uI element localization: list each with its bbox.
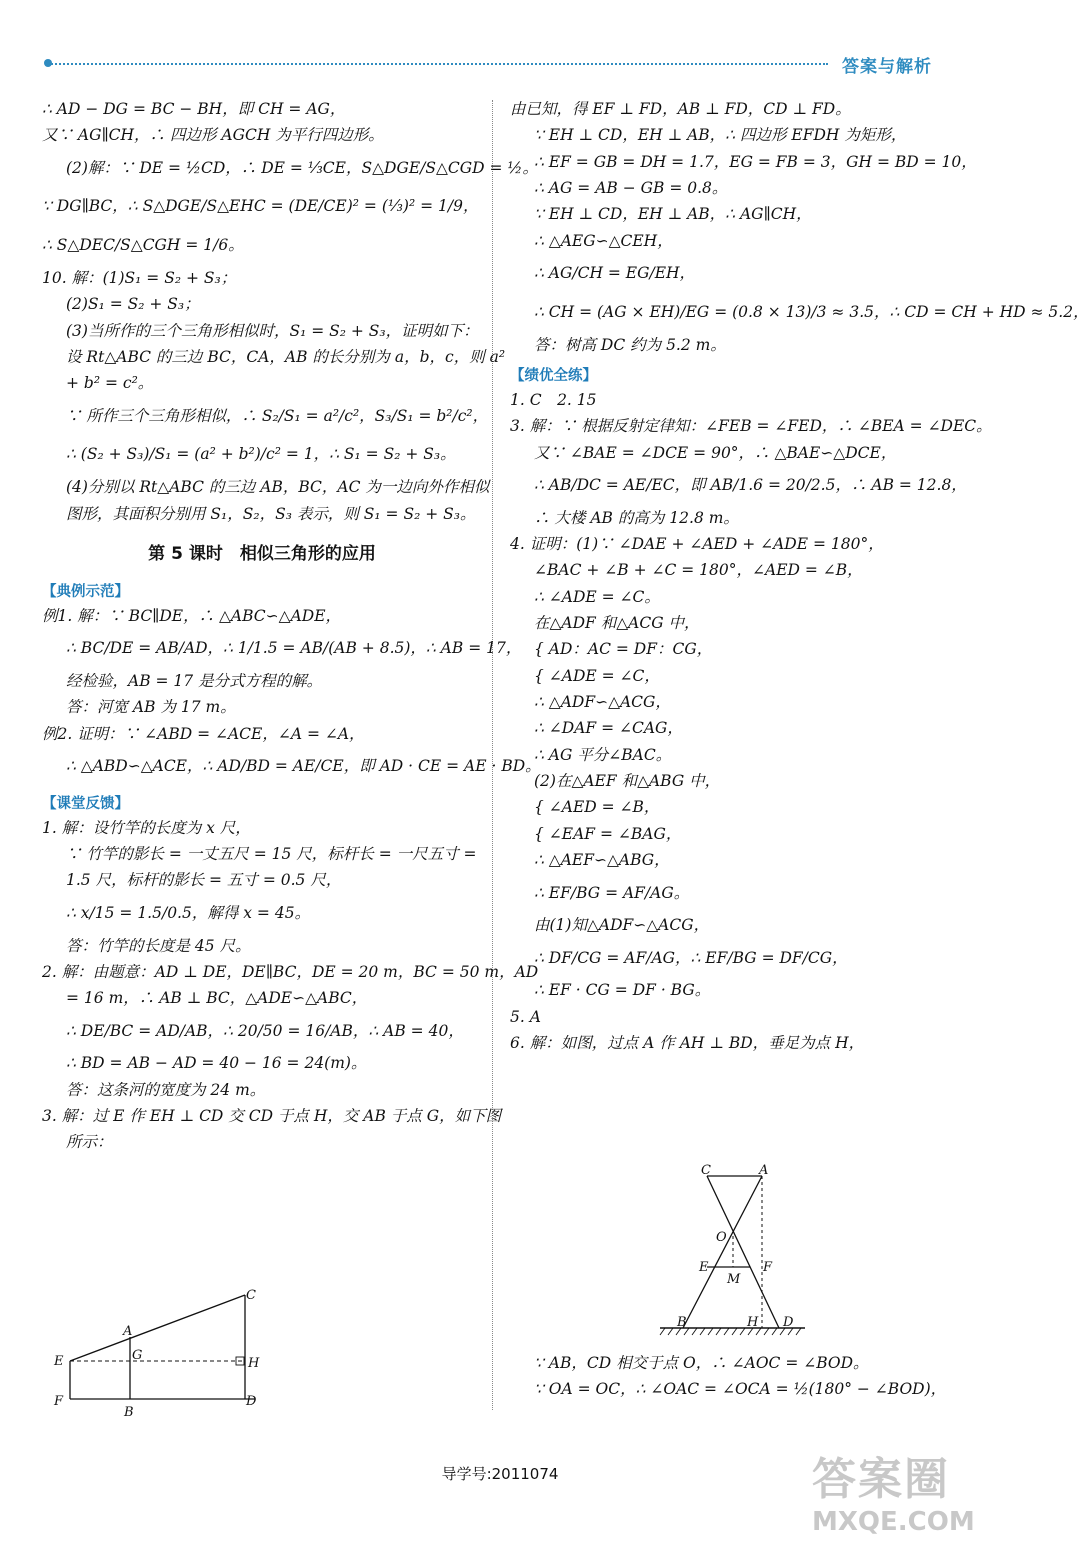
text-line: ∵ DG∥BC，∴ S△DGE/S△EHC = (DE/CE)² = (⅓)² = 1/9， <box>42 197 479 216</box>
excellent-block <box>510 387 992 1056</box>
text-line: (4)分别以 Rt△ABC 的三边 AB，BC，AC 为一边向外作相似 <box>66 478 490 497</box>
text-line: ∴ △ABD∽△ACE，∴ AD/BD = AE/CE，即 AD · CE = AE · BD。 <box>66 756 541 775</box>
fig2-label-F: F <box>763 1260 773 1275</box>
text-line: (2)S₁ = S₂ + S₃； <box>66 295 200 314</box>
text-line: 例1. 解：∵ BC∥DE，∴ △ABC∽△ADE， <box>42 606 342 625</box>
text-line: 答：竹竿的长度是 45 尺。 <box>66 936 251 955</box>
text-line: ∵ AB，CD 相交于点 O，∴ ∠AOC = ∠BOD。 <box>534 1354 869 1372</box>
text-line: ∠BAC + ∠B + ∠C = 180°，∠AED = ∠B， <box>534 561 863 580</box>
text-line: (2)解：∵ DE = ½CD，∴ DE = ⅓CE，S△DGE/S△CGD = ½。 <box>66 158 538 177</box>
section-feedback-label: 【课堂反馈】 <box>42 795 129 812</box>
fig1-label-E: E <box>54 1354 64 1369</box>
fig1-label-C: C <box>246 1288 256 1303</box>
text-line: 答：这条河的宽度为 24 m。 <box>66 1080 266 1099</box>
text-line: 由(1)知△ADF∽△ACG， <box>534 916 710 935</box>
section-excellent-label: 【绩优全练】 <box>510 367 597 384</box>
right-tail-column <box>510 1350 960 1403</box>
fig1-label-B: B <box>124 1405 134 1420</box>
left-top-block <box>42 96 538 527</box>
text-line: { ∠AED = ∠B， <box>534 798 660 817</box>
text-line: ∴ △ADF∽△ACG， <box>534 693 671 712</box>
text-line: ∴ EF · CG = DF · BG。 <box>534 981 711 1000</box>
fig1-label-A: A <box>123 1324 133 1339</box>
fig1-label-F: F <box>54 1394 64 1409</box>
text-line: = 16 m，∴ AB ⊥ BC，△ADE∽△ABC， <box>66 989 368 1008</box>
right-column <box>510 96 1089 1056</box>
left-column <box>42 96 541 1156</box>
text-line: ∴ BD = AB − AD = 40 − 16 = 24(m)。 <box>66 1054 367 1073</box>
fig2-label-D: D <box>783 1315 794 1330</box>
text-line: 4. 证明：(1)∵ ∠DAE + ∠AED + ∠ADE = 180°， <box>510 535 884 554</box>
fig2-label-H: H <box>747 1315 759 1330</box>
header-rule <box>48 63 828 65</box>
text-line: 在△ADF 和△ACG 中， <box>534 614 700 633</box>
text-line: (3)当所作的三个三角形相似时，S₁ = S₂ + S₃，证明如下： <box>66 321 479 340</box>
text-line: (2)在△AEF 和△ABG 中， <box>534 772 721 791</box>
example-block <box>42 603 541 786</box>
text-line: ∵ 竹竿的影长 = 一丈五尺 = 15 尺，标杆长 = 一尺五寸 = <box>66 845 477 864</box>
text-line: ∴ DE/BC = AD/AB，∴ 20/50 = 16/AB，∴ AB = 40， <box>66 1021 464 1040</box>
text-line: ∴ AG 平分∠BAC。 <box>534 745 672 764</box>
text-line: ∴ EF = GB = DH = 1.7，EG = FB = 3，GH = BD = 10， <box>534 152 977 171</box>
text-line: 10. 解：(1)S₁ = S₂ + S₃； <box>42 268 237 287</box>
text-line: 图形，其面积分别用 S₁，S₂，S₃ 表示，则 S₁ = S₂ + S₃。 <box>66 504 476 523</box>
text-line: ∴ (S₂ + S₃)/S₁ = (a² + b²)/c² = 1，∴ S₁ = S₂ + S₃。 <box>66 445 456 464</box>
fig1-label-D: D <box>246 1394 257 1409</box>
section-example-label: 【典例示范】 <box>42 583 129 600</box>
text-line: ∴ S△DEC/S△CGH = 1/6。 <box>42 236 244 255</box>
text-line: 1. C 2. 15 <box>510 390 597 409</box>
text-line: 由已知，得 EF ⊥ FD，AB ⊥ FD，CD ⊥ FD。 <box>510 100 851 118</box>
text-line: 5. A <box>510 1007 541 1026</box>
text-line: ∴ ∠ADE = ∠C。 <box>534 587 660 606</box>
text-line: ∵ EH ⊥ CD，EH ⊥ AB，∴ 四边形 EFDH 为矩形， <box>534 126 907 145</box>
text-line: ∴ △AEF∽△ABG， <box>534 851 670 870</box>
watermark-logo <box>812 1443 992 1538</box>
text-line: 例2. 证明：∵ ∠ABD = ∠ACE，∠A = ∠A， <box>42 724 365 743</box>
fig2-label-M: M <box>727 1272 741 1287</box>
watermark-big-text: 答案圈 <box>812 1454 950 1505</box>
footer-guide-number: 导学号:2011074 <box>441 1465 559 1483</box>
text-line: { ∠ADE = ∠C， <box>534 666 660 685</box>
text-line: 1.5 尺，标杆的影长 = 五寸 = 0.5 尺， <box>66 871 342 890</box>
right-top-block <box>510 96 1089 358</box>
text-line: 2. 解：由题意：AD ⊥ DE，DE∥BC，DE = 20 m，BC = 50 m，AD <box>42 962 539 981</box>
text-line: ∴ EF/BG = AF/AG。 <box>534 883 690 902</box>
text-line: ∴ DF/CG = AF/AG，∴ EF/BG = DF/CG， <box>534 948 848 967</box>
text-line: 经检验，AB = 17 是分式方程的解。 <box>66 671 323 690</box>
right-tail-block <box>510 1350 960 1403</box>
text-line: 答：河宽 AB 为 17 m。 <box>66 698 236 717</box>
text-line: 又∵ ∠BAE = ∠DCE = 90°，∴ △BAE∽△DCE， <box>534 443 897 462</box>
text-line: 设 Rt△ABC 的三边 BC，CA，AB 的长分别为 a，b，c，则 a² <box>66 347 506 366</box>
text-line: ∴ CH = (AG × EH)/EG = (0.8 × 13)/3 ≈ 3.5，∴ CD = CH + HD ≈ 5.2， <box>534 302 1089 321</box>
text-line: 3. 解：过 E 作 EH ⊥ CD 交 CD 于点 H，交 AB 于点 G，如下图 <box>42 1106 502 1125</box>
text-line: ∴ AD − DG = BC − BH，即 CH = AG， <box>42 100 346 118</box>
text-line: ∵ OA = OC，∴ ∠OAC = ∠OCA = ½(180° − ∠BOD)， <box>534 1380 947 1399</box>
text-line: 6. 解：如图，过点 A 作 AH ⊥ BD，垂足为点 H， <box>510 1034 865 1053</box>
figure-ladder <box>655 1163 835 1343</box>
fig2-label-A: A <box>759 1163 769 1178</box>
text-line: ∴ x/15 = 1.5/0.5，解得 x = 45。 <box>66 903 311 922</box>
fig2-label-B: B <box>677 1315 687 1330</box>
text-line: + b² = c²。 <box>66 374 154 393</box>
fig2-label-E: E <box>699 1260 709 1275</box>
text-line: 所示： <box>66 1133 113 1152</box>
fig2-label-C: C <box>701 1163 711 1178</box>
text-line: { AD：AC = DF：CG， <box>534 640 713 659</box>
text-line: ∴ AB/DC = AE/EC，即 AB/1.6 = 20/2.5，∴ AB = 12.8， <box>534 475 967 494</box>
figure-tree-measure <box>50 1285 270 1420</box>
text-line: ∴ ∠DAF = ∠CAG， <box>534 719 683 738</box>
text-line: ∵ 所作三个三角形相似，∴ S₂/S₁ = a²/c²，S₃/S₁ = b²/c²， <box>66 406 489 425</box>
text-line: ∵ EH ⊥ CD，EH ⊥ AB，∴ AG∥CH， <box>534 205 812 224</box>
text-line: ∴ 大楼 AB 的高为 12.8 m。 <box>534 508 739 527</box>
fig1-label-H: H <box>248 1356 260 1371</box>
text-line: 答：树高 DC 约为 5.2 m。 <box>534 335 726 354</box>
text-line: 又∵ AG∥CH，∴ 四边形 AGCH 为平行四边形。 <box>42 126 384 145</box>
text-line: 1. 解：设竹竿的长度为 x 尺， <box>42 818 251 837</box>
text-line: ∴ AG = AB − GB = 0.8。 <box>534 179 728 198</box>
text-line: { ∠EAF = ∠BAG， <box>534 824 682 843</box>
text-line: ∴ BC/DE = AB/AD，∴ 1/1.5 = AB/(AB + 8.5)，∴ AB = 17， <box>66 639 522 658</box>
watermark-small-text: MXQE.COM <box>812 1507 975 1537</box>
text-line: 3. 解：∵ 根据反射定律知：∠FEB = ∠FED，∴ ∠BEA = ∠DEC。 <box>510 417 992 436</box>
header-title: 答案与解析 <box>842 57 932 77</box>
text-line: ∴ AG/CH = EG/EH， <box>534 264 696 283</box>
fig1-label-G: G <box>132 1348 143 1363</box>
lesson-title: 第 5 课时 相似三角形的应用 <box>148 543 376 564</box>
fig2-label-O: O <box>716 1230 727 1245</box>
text-line: ∴ △AEG∽△CEH， <box>534 231 673 250</box>
